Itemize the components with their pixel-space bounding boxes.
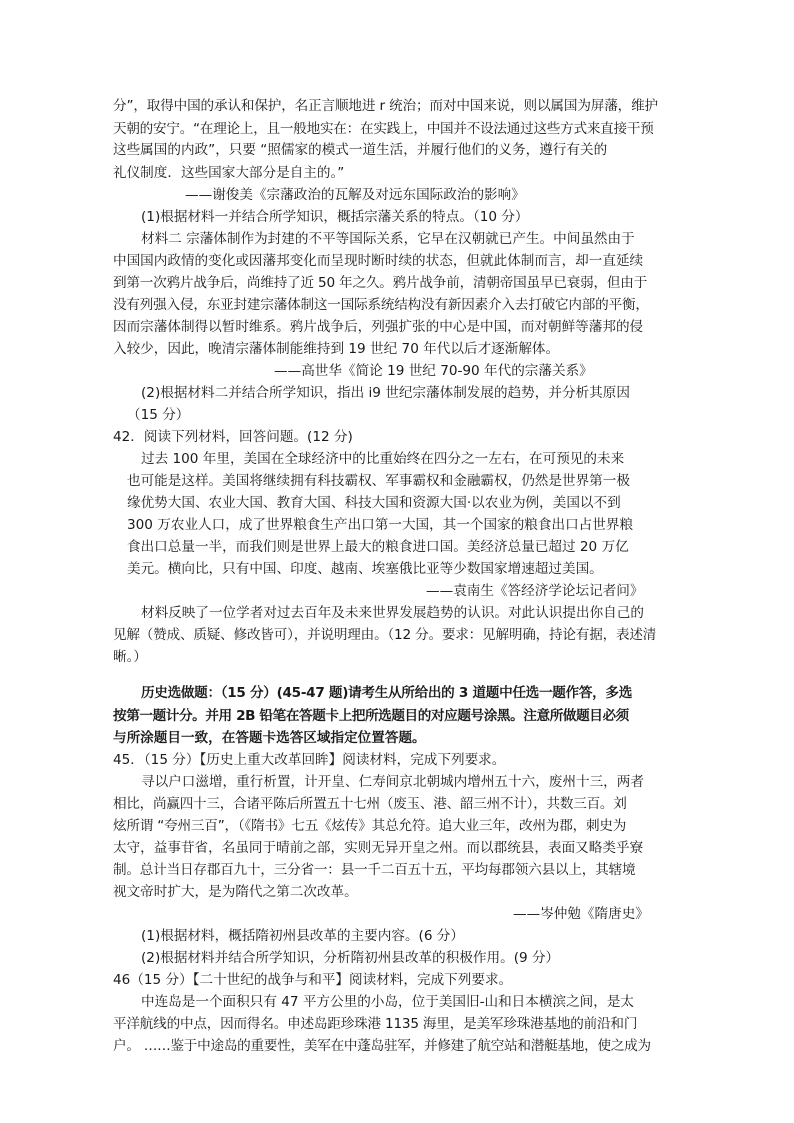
question-heading: 46（15 分）【二十世纪的战争与和平】阅读材料，完成下列要求。 (113, 972, 513, 988)
section-instruction: 历史选做题：（15 分）(45-47 题)请考生从所给出的 3 道题中任选一题作答，多选 (141, 685, 633, 701)
section-instruction: 与所涂题目一致，在答题卡选答区域指定位置答题。 (113, 730, 426, 746)
question-item: (1)根据材料一并结合所学知识，概括宗藩关系的特点。（10 分） (141, 209, 529, 225)
text-line: 户。 ……鉴于中途岛的重要性，美军在中蓬岛驻军，并修建了航空站和潜艇基地，使之成为 (113, 1038, 651, 1054)
text-line: 平洋航线的中点，因而得名。申述岛距珍珠港 1135 海里，是美军珍珠港基地的前沿和门 (113, 1016, 638, 1032)
text-line: 中连岛是一个面积只有 47 平方公里的小岛，位于美国旧-山和日本横滨之间，是太 (141, 994, 635, 1010)
text-line: 食出口总量一半，而我们则是世界上最大的粮食进口国。美经济总量已超过 20 万亿 (127, 539, 629, 555)
source-citation: ——高世华《简论 19 世纪 70-90 年代的宗藩关系》 (274, 363, 593, 379)
question-item: (2)根据材料二并结合所学知识，指出 i9 世纪宗藩体制发展的趋势，并分析其原因 (141, 385, 630, 401)
question-heading: 42．阅读下列材料，回答问题。(12 分) (113, 429, 353, 445)
question-item: (2)根据材料并结合所学知识，分析隋初州县改革的积极作用。(9 分） (141, 950, 560, 966)
text-line: 这些属国的内政”，只要 “照儒家的模式一道生活，并履行他们的义务，遵行有关的 (113, 142, 608, 158)
text-line: 材料反映了一位学者对过去百年及未来世界发展趋势的认识。对此认识提出你自己的 (141, 605, 644, 621)
question-heading: 45．（15 分）【历史上重大改革回眸】阅读材料，完成下列要求。 (113, 752, 506, 768)
text-line: 因而宗藩体制得以暂时维系。鸦片战争后，列强扩张的中心是中国，而对朝鲜等藩邦的侵 (113, 319, 644, 335)
source-citation: ——岑仲勉《隋唐史》 (513, 906, 649, 922)
text-line: （15 分） (127, 407, 190, 423)
text-line: 礼仪制度．这些国家大部分是自主的。” (113, 165, 345, 181)
text-line: 也可能是这样。美国将继续拥有科技霸权、军事霸权和金融霸权，仍然是世界第一极 (127, 473, 630, 489)
source-citation: ——谢俊美《宗藩政治的瓦解及对远东国际政治的影响》 (185, 187, 525, 203)
text-line: 过去 100 年里，美国在全球经济中的比重始终在四分之一左右，在可预见的未来 (141, 451, 625, 467)
source-citation: ——袁南生《答经济学论坛记者问》 (426, 583, 644, 599)
text-line: 缘优势大国、农业大国、教育大国、科技大国和资源大国·以农业为例，美国以不到 (127, 495, 621, 511)
section-instruction: 按第一题计分。并用 2B 铅笔在答题卡上把所选题目的对应题号涂黑。注意所做题目必须 (113, 708, 629, 724)
text-line: 制。总计当日存郡百九十，三分省一：县一千二百五十五，平均每郡领六县以上，其辖境 (113, 862, 636, 878)
text-line: 没有列强入侵，东亚封建宗藩体制这一国际系统结构没有新因素介入去打破它内部的平衡， (113, 297, 649, 313)
text-line: 到第一次鸦片战争后，尚维持了近 50 年之久。鸦片战争前，清朝帝国虽早已衰弱，但由于 (113, 275, 648, 291)
text-line: 中国国内政情的变化或因藩邦变化而呈现时断时续的状态，但就此体制而言，却一直延续 (113, 253, 644, 269)
text-line: 入较少，因此，晚清宗藩体制能维持到 19 世纪 70 年代以后才逐渐解体。 (113, 341, 560, 357)
text-line: 美元。横向比，只有中国、印度、越南、埃塞俄比亚等少数国家增速超过美国。 (127, 561, 603, 577)
text-line: 材料二 宗藩体制作为封建的不平等国际关系，它早在汉朝就已产生。中间虽然由于 (141, 231, 635, 247)
text-line: 300 万农业人口，成了世界粮食生产出口第一大国，其一个国家的粮食出口占世界粮 (127, 517, 634, 533)
text-line: 相比，尚赢四十三，合诸平陈后所置五十七州（废玉、港、韶三州不计），共数三百。刘 (113, 796, 627, 812)
question-item: (1)根据材料，概括隋初州县改革的主要内容。(6 分） (141, 928, 464, 944)
text-line: 炫所谓 “夸州三百”，（《隋书》七五《炫传》其总允符。追大业三年，改州为郡，刺史为 (113, 818, 627, 834)
text-line: 晰。） (113, 649, 147, 665)
text-line: 视文帝时扩大，是为隋代之第二次改革。 (113, 884, 358, 900)
text-line: 分”，取得中国的承认和保护，名正言顺地进 r 统治；而对中国来说，则以属国为屏藩，维护 (113, 98, 658, 114)
text-line: 寻以户口滋增，重行析置，计开皇、仁寿间京北朝城内增州五十六，废州十三，两者 (141, 774, 644, 790)
text-line: 太守，益事苷省，名虽同于晴前之部，实则无异开皇之州。而以郡统县，表面又略类乎寮 (113, 840, 644, 856)
text-line: 见解（赞成、质疑、修改皆可），并说明理由。（12 分。要求：见解明确，持论有据，表述清 (113, 627, 657, 643)
text-line: 天朝的安宁。“在理论上，且一般地实在：在实践上，中国并不设法通过这些方式来直接干预 (113, 121, 654, 137)
